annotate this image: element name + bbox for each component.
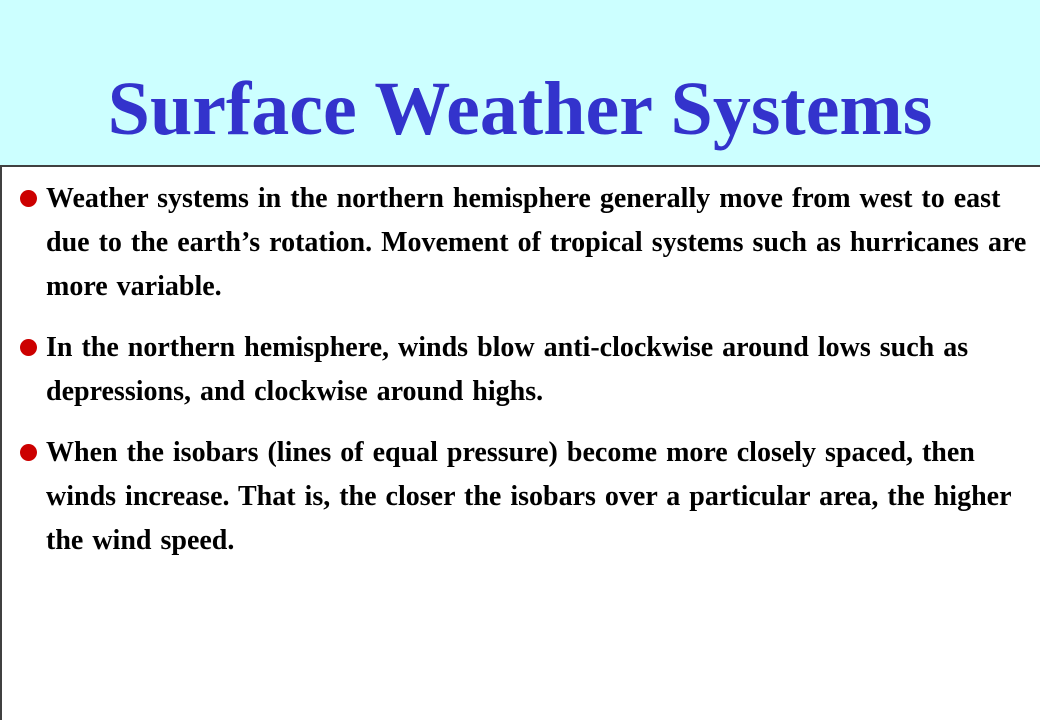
- bullet-item-1: [0, 177, 1040, 309]
- bullet-dot-icon: [20, 339, 37, 356]
- bullet-dot-icon: [20, 190, 37, 207]
- bullet-text-2: In the northern hemisphere, winds blow anti-clockwise around lows such as depressions, and clockwise around highs.: [46, 332, 969, 407]
- slide-title: Surface Weather Systems: [107, 67, 933, 151]
- content-frame-top-border: [0, 165, 1040, 167]
- bullet-dot-icon: [20, 444, 37, 461]
- bullet-text-3: When the isobars (lines of equal pressure) become more closely spaced, then winds increase. That is, the closer the isobars over a particular area, the higher the wind speed.: [46, 437, 1012, 556]
- bullet-text-1: Weather systems in the northern hemisphere generally move from west to east due to the earth’s rotation. Movement of tropical systems such as hurricanes are more variable.: [46, 183, 1027, 302]
- bullet-item-2: [0, 326, 1040, 414]
- bullet-list: [0, 177, 1040, 580]
- bullet-item-3: [0, 431, 1040, 563]
